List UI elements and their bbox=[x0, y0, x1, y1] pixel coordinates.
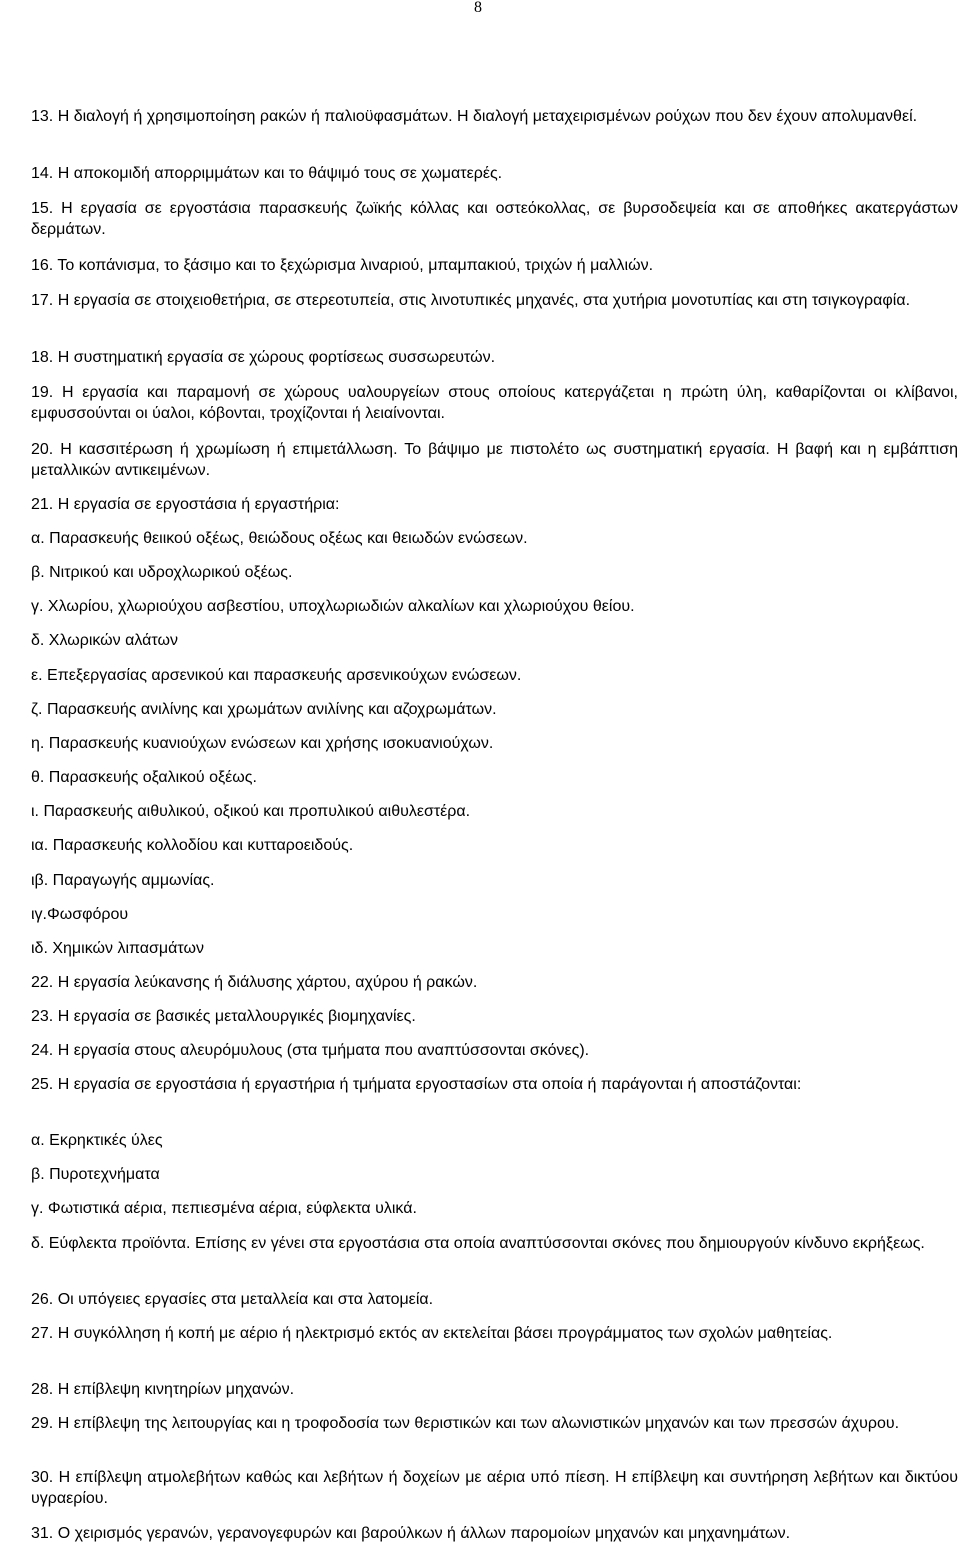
list-item: 24. Η εργασία στους αλευρόμυλους (στα τμήματα που αναπτύσσονται σκόνες). bbox=[31, 1042, 590, 1059]
list-item: 30. Η επίβλεψη ατμολεβήτων καθώς και λεβήτων ή δοχείων με αέρια υπό πίεση. Η επίβλεψη και συντήρηση λεβήτων και δικτύου υγραερίου. bbox=[31, 1469, 958, 1507]
list-subitem: η. Παρασκευής κυανιούχων ενώσεων και χρήσης ισοκυανιούχων. bbox=[31, 735, 494, 752]
list-subitem: δ. Εύφλεκτα προϊόντα. Επίσης εν γένει στα εργοστάσια στα οποία αναπτύσσονται σκόνες που δημιουργούν κίνδυνο εκρήξεως. bbox=[31, 1235, 925, 1252]
list-subitem: ε. Επεξεργασίας αρσενικού και παρασκευής αρσενικούχων ενώσεων. bbox=[31, 667, 522, 684]
list-item: 31. Ο χειρισμός γερανών, γερανογεφυρών και βαρούλκων ή άλλων παρομοίων μηχανών και μηχανημάτων. bbox=[31, 1525, 791, 1542]
list-subitem: ιβ. Παραγωγής αμμωνίας. bbox=[31, 872, 215, 889]
list-subitem: β. Νιτρικού και υδροχλωρικού οξέως. bbox=[31, 564, 293, 581]
list-item: 16. Το κοπάνισμα, το ξάσιμο και το ξεχώρισμα λιναριού, μπαμπακιού, τριχών ή μαλλιών. bbox=[31, 257, 654, 274]
list-item: 26. Οι υπόγειες εργασίες στα μεταλλεία και στα λατομεία. bbox=[31, 1291, 434, 1308]
list-subitem: δ. Χλωρικών αλάτων bbox=[31, 632, 178, 649]
list-subitem: γ. Φωτιστικά αέρια, πεπιεσμένα αέρια, εύφλεκτα υλικά. bbox=[31, 1200, 417, 1217]
list-item: 28. Η επίβλεψη κινητηρίων μηχανών. bbox=[31, 1381, 295, 1398]
list-subitem: γ. Χλωρίου, χλωριούχου ασβεστίου, υποχλωριωδιών αλκαλίων και χλωριούχου θείου. bbox=[31, 598, 635, 615]
list-item: 27. Η συγκόλληση ή κοπή με αέριο ή ηλεκτρισμό εκτός αν εκτελείται βάσει προγράμματος των σχολών μαθητείας. bbox=[31, 1325, 833, 1342]
list-subitem: α. Εκρηκτικές ύλες bbox=[31, 1132, 163, 1149]
list-item: 25. Η εργασία σε εργοστάσια ή εργαστήρια ή τμήματα εργοστασίων στα οποία ή παράγονται ή αποστάζονται: bbox=[31, 1076, 802, 1093]
list-subitem: ιγ.Φωσφόρου bbox=[31, 906, 129, 923]
list-item: 14. Η αποκομιδή απορριμμάτων και το θάψιμό τους σε χωματερές. bbox=[31, 165, 503, 182]
list-subitem: ιδ. Χημικών λιπασμάτων bbox=[31, 940, 204, 957]
list-item: 22. Η εργασία λεύκανσης ή διάλυσης χάρτου, αχύρου ή ρακών. bbox=[31, 974, 478, 991]
list-subitem: θ. Παρασκευής οξαλικού οξέως. bbox=[31, 769, 257, 786]
list-subitem: ια. Παρασκευής κολλοδίου και κυτταροειδούς. bbox=[31, 837, 354, 854]
list-item: 20. Η κασσιτέρωση ή χρωμίωση ή επιμετάλλωση. Το βάψιμο με πιστολέτο ως συστηματική εργασία. Η βαφή και η εμβάπτιση μεταλλικών αντικειμένων. bbox=[31, 441, 958, 479]
list-subitem: α. Παρασκευής θειικού οξέως, θειώδους οξέως και θειωδών ενώσεων. bbox=[31, 530, 528, 547]
list-item: 15. Η εργασία σε εργοστάσια παρασκευής ζωϊκής κόλλας και οστεόκολλας, σε βυρσοδεψεία και σε αποθήκες ακατεργάστων δερμάτων. bbox=[31, 200, 958, 238]
list-item: 29. Η επίβλεψη της λειτουργίας και η τροφοδοσία των θεριστικών και των αλωνιστικών μηχανών και των πρεσσών άχυρου. bbox=[31, 1415, 900, 1432]
list-item: 23. Η εργασία σε βασικές μεταλλουργικές βιομηχανίες. bbox=[31, 1008, 416, 1025]
list-subitem: β. Πυροτεχνήματα bbox=[31, 1166, 160, 1183]
page-number: 8 bbox=[474, 0, 482, 16]
list-item: 13. Η διαλογή ή χρησιμοποίηση ρακών ή παλιοϋφασμάτων. Η διαλογή μεταχειρισμένων ρούχων που δεν έχουν απολυμανθεί. bbox=[31, 108, 918, 125]
list-item: 21. Η εργασία σε εργοστάσια ή εργαστήρια: bbox=[31, 496, 340, 513]
list-item: 19. Η εργασία και παραμονή σε χώρους υαλουργείων στους οποίους κατεργάζεται η πρώτη ύλη, καθαρίζονται οι κλίβανοι, εμφυσσούνται οι ύαλοι, κόβονται, τροχίζονται ή λειαίνονται. bbox=[31, 384, 958, 422]
list-subitem: ι. Παρασκευής αιθυλικού, οξικού και προπυλικού αιθυλεστέρα. bbox=[31, 803, 471, 820]
list-subitem: ζ. Παρασκευής ανιλίνης και χρωμάτων ανιλίνης και αζοχρωμάτων. bbox=[31, 701, 497, 718]
list-item: 18. Η συστηματική εργασία σε χώρους φορτίσεως συσσωρευτών. bbox=[31, 349, 496, 366]
list-item: 17. Η εργασία σε στοιχειοθετήρια, σε στερεοτυπεία, στις λινοτυπικές μηχανές, στα χυτήρια μονοτυπίας και στη τσιγκογραφία. bbox=[31, 292, 911, 309]
